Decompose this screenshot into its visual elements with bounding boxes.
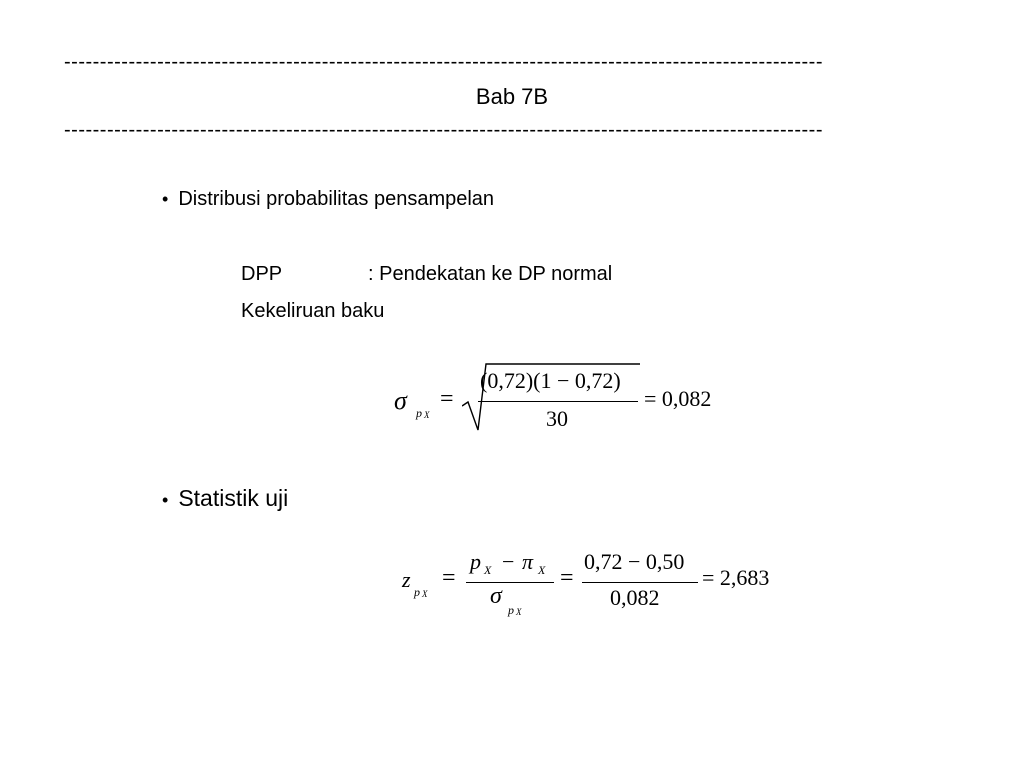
sigma-subscript-p: p — [416, 406, 422, 420]
dpp-value: : Pendekatan ke DP normal — [368, 263, 613, 285]
standard-error-formula — [394, 360, 734, 440]
numerator-p-subscript: X — [484, 563, 492, 577]
denominator-sigma-subscript-p: p — [508, 603, 514, 617]
denominator-sigma: σ — [490, 583, 502, 609]
bullet-text: Distribusi probabilitas pensampelan — [178, 188, 495, 210]
fraction-bar-2 — [582, 582, 698, 583]
numerator-p: p — [470, 549, 481, 574]
bullet-text: Statistik uji — [178, 485, 289, 511]
minus-sign: − — [502, 549, 515, 574]
sqrt-numerator: (0,72)(1 − 0,72) — [480, 368, 621, 393]
numerator-pi: π — [522, 549, 534, 574]
z-symbol: z — [402, 567, 411, 592]
formula2-result: = 2,683 — [702, 565, 770, 590]
sqrt-denominator: 30 — [546, 406, 568, 431]
bullet-distribusi — [162, 188, 494, 211]
equals-sign: = — [442, 565, 456, 591]
top-dash-divider: ---------------------------------------------------------------------------------------------------------- — [64, 52, 823, 72]
formula1-result: = 0,082 — [644, 386, 712, 411]
bullet-statistik — [162, 485, 288, 512]
denominator-sigma-subscript-x: X — [516, 607, 522, 617]
bottom-dash-divider: ---------------------------------------------------------------------------------------------------------- — [64, 120, 823, 140]
slide-title: Bab 7B — [475, 84, 549, 109]
fraction-bar — [478, 401, 638, 402]
sigma-symbol: σ — [394, 386, 407, 415]
sigma-subscript-x: X — [424, 410, 430, 420]
z-subscript-p: p — [414, 585, 420, 599]
bullet-dot-icon: • — [162, 189, 169, 209]
dpp-line — [241, 263, 613, 286]
z-subscript-x: X — [422, 589, 428, 599]
fraction-bar — [466, 582, 554, 583]
bullet-dot-icon: • — [162, 490, 169, 510]
denominator-value: 0,082 — [610, 585, 660, 610]
numerator-pi-subscript: X — [538, 563, 546, 577]
numerator-values: 0,72 − 0,50 — [584, 549, 685, 574]
dpp-label: DPP — [241, 263, 283, 285]
test-statistic-formula — [402, 545, 792, 625]
equals-sign-2: = — [560, 565, 574, 591]
kekeliruan-line: Kekeliruan baku — [241, 300, 385, 322]
equals-sign: = — [440, 386, 454, 412]
